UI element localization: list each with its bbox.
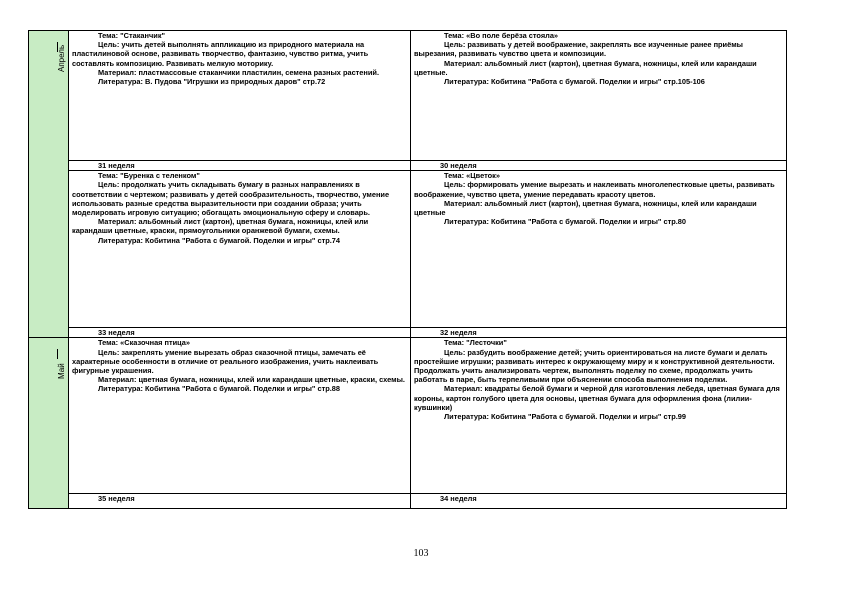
lesson-material: Материал: цветная бумага, ножницы, клей или карандаши цветные, краски, схемы. [98,375,405,385]
lesson-material: Материал: альбомный лист (картон), цветная бумага, ножницы, клей или карандаши цветные [414,198,757,218]
week-cell [69,328,411,338]
lesson-literature: Литература: Кобитина "Работа с бумагой. Поделки и игры" стр.74 [98,235,340,245]
month-cell-april [29,31,69,338]
lesson-goal: Цель: учить детей выполнять аппликацию из природного материала на пластилиновой основе, развивать творчество, фантазию, чувство ритма, учить составлять композицию. Развивать мелкую моторику. [72,40,369,68]
lesson-cell [69,338,411,494]
week-label: 33 неделя [98,328,135,338]
lesson-plan-sheet [28,30,786,514]
lesson-cell [411,171,787,328]
table-row [29,494,787,509]
lesson-material: Материал: альбомный лист (картон), цветная бумага, ножницы, клей или карандаши цветные, краски, прямоугольники оранжевой бумаги, схемы. [72,217,369,236]
lesson-topic: Тема: «Цветок» [444,171,500,181]
lesson-goal: Цель: продолжать учить складывать бумагу в разных направлениях в соответствии с чертежом; развивать у детей сообразительность, творчество, умение использовать разные средства выразительности при создании образа; учить моделировать игровую ситуацию; обогащать эмоциональную сферу и словарь. [72,180,390,218]
lesson-material: Материал: пластмассовые стаканчики пластилин, семена разных растений. [98,67,380,77]
lesson-topic: Тема: "Лесточки" [444,338,507,348]
week-label: 32 неделя [440,328,477,338]
lesson-topic: Тема: "Буренка с теленком" [98,171,200,181]
lesson-material: Материал: альбомный лист (картон), цветная бумага, ножницы, клей или карандаши цветные. [414,58,757,77]
lesson-cell [411,31,787,161]
lesson-material: Материал: квадраты белой бумаги и черной для изготовления лебедя, цветная бумага для короны, картон голубого цвета для основы, цветная бумага для оформления фона (лилии- кувшинки) [414,384,780,412]
table-row [29,338,787,494]
cell-marker [57,349,66,359]
lesson-cell [69,171,411,328]
week-label: 34 неделя [440,494,477,504]
month-label: Май [57,363,66,380]
lesson-literature: Литература: В. Пудова "Игрушки из природных даров" стр.72 [98,77,326,87]
lesson-literature: Литература: Кобитина "Работа с бумагой. Поделки и игры" стр.105-106 [444,77,705,87]
month-cell-may [29,338,69,509]
week-label: 30 неделя [440,161,477,170]
lesson-topic: Тема: «Сказочная птица» [98,338,191,348]
table-row [29,328,787,338]
lesson-literature: Литература: Кобитина "Работа с бумагой. Поделки и игры" стр.80 [444,217,686,227]
week-cell [411,328,787,338]
table-row [29,31,787,161]
lesson-topic: Тема: "Стаканчик" [98,31,166,40]
lesson-literature: Литература: Кобитина "Работа с бумагой. Поделки и игры" стр.99 [444,412,686,422]
week-cell [69,161,411,171]
lesson-goal: Цель: разбудить воображение детей; учить ориентироваться на листе бумаги и делать простейшие игрушки; развивать интерес к окружающему миру и к конструктивной деятельности. Продолжать учить анализировать чертеж, выполнять поделку по схеме, продолжать учить работать в паре, быть терпеливыми при объяснении способа выполнения поделки. [414,347,775,385]
lesson-goal: Цель: развивать у детей воображение, закреплять все изученные ранее приёмы вырезания, развивать чувство цвета и композиции. [414,40,743,59]
lesson-topic: Тема: «Во поле берёза стояла» [444,31,559,40]
table-row [29,171,787,328]
lesson-cell [69,31,411,161]
lesson-literature: Литература: Кобитина "Работа с бумагой. Поделки и игры" стр.88 [98,384,340,394]
lesson-goal: Цель: закреплять умение вырезать образ сказочной птицы, замечать её характерные особенности в отличие от реального изображения, учить наклеивать фигурные украшения. [72,347,379,376]
lesson-plan-table [28,30,787,509]
month-label: Апрель [57,44,66,72]
week-label: 31 неделя [98,161,135,170]
page-number: 103 [413,548,429,559]
week-cell [411,161,787,171]
week-cell [69,494,411,509]
table-row [29,161,787,171]
week-cell [411,494,787,509]
week-label: 35 неделя [98,494,135,504]
lesson-goal: Цель: формировать умение вырезать и наклеивать многолепестковые цветы, развивать воображение, чувство цвета, умение передавать красоту цветов. [414,180,775,199]
lesson-cell [411,338,787,494]
